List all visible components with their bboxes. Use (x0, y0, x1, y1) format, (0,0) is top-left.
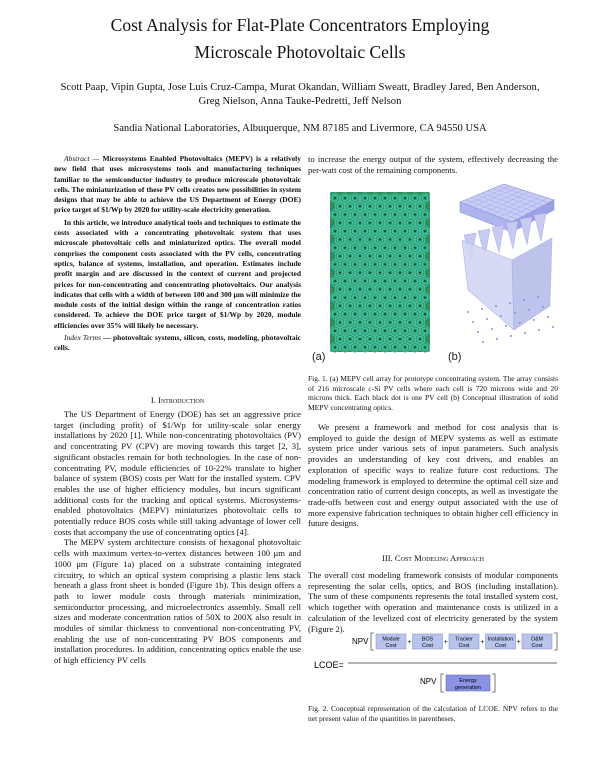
abstract-paragraph-1: Abstract — Microsystems Enabled Photovoltaics (MEPV) is a relatively new field that uses microsystems tools and manufacturing techniques familiar to the semiconductor industry to produce microscale photovoltaic cells. The miniaturization of these PV cells creates new possibilities in system designs that may be able to achieve the US Department of Energy (DOE) price target of $1/Wp by 2020 for utility-scale electricity generation. (54, 154, 301, 215)
pv-cell-dot (344, 197, 346, 199)
pv-cell-dot (369, 338, 371, 340)
pv-cell-dot (339, 239, 341, 241)
plus-sign: + (443, 639, 448, 646)
pv-cell-dot (424, 264, 426, 266)
framework-paragraph-text: We present a framework and method for cost analysis that is employed to guide the design of MEPV systems as well as estimate system price under various sets of input parameters. Such analysis provides an understanding of key cost drivers, and enables an exploration of specific ways to realize future cost reductions. The modeling framework is employed to determine the optimal cell size and concentration ratio of current design concepts, as well as investigate the trade-offs between cost and energy output associated with the use of more expensive fabrication techniques to obtain higher cell efficiency in future designs. (308, 422, 558, 529)
pv-cell-dot (369, 255, 371, 257)
pv-cell-dot (399, 338, 401, 340)
pv-cell-dot (394, 214, 396, 216)
pv-cell-dot (369, 322, 371, 324)
pv-cell-dot (334, 214, 336, 216)
figure-1 (308, 180, 558, 370)
focus-point (552, 326, 554, 328)
energy-label-2: generation (455, 685, 481, 691)
pv-cell-dot (369, 222, 371, 224)
figure-2-caption: Fig. 2. Conceptual representation of the calculation of LCOE. NPV refers to the net present value of the quantities in parentheses. (308, 704, 558, 723)
pv-cell-dot (409, 239, 411, 241)
pv-cell-dot (339, 338, 341, 340)
pv-cell-dot (404, 197, 406, 199)
pv-cell-dot (409, 205, 411, 207)
pv-cell-dot (359, 222, 361, 224)
pv-cell-dot (374, 280, 376, 282)
focus-point (491, 328, 493, 330)
cost-box-label-2: Cost (458, 643, 470, 649)
pv-cell-dot (374, 214, 376, 216)
authors-line-1: Scott Paap, Vipin Gupta, Jose Luis Cruz-Campa, Murat Okandan, William Sweatt, Bradley Jared, Ben Anderson, (60, 82, 540, 93)
pv-cell-dot (359, 338, 361, 340)
pv-cell-dot (409, 272, 411, 274)
pv-cell-dot (379, 222, 381, 224)
figure-1-caption: Fig. 1. (a) MEPV cell array for prototype concentrating system. The array consists of 216 microscale c-Si PV cells where each cell is 720 microns wide and 20 microns thick. Each black dot is one PV cell (b) Conceptual illustration of solid MEPV concentrating optics. (308, 374, 558, 412)
cost-box-label-1: Installation (487, 636, 514, 643)
affiliation: Sandia National Laboratories, Albuquerque, NM 87185 and Livermore, CA 94550 USA (113, 123, 487, 134)
pv-cell-dot (404, 214, 406, 216)
npv-label-top: NPV (352, 637, 369, 646)
lcoe-label: LCOE= (314, 660, 344, 670)
pv-cell-dot (394, 264, 396, 266)
pv-cell-dot (394, 313, 396, 315)
pv-cell-dot (364, 230, 366, 232)
pv-cell-dot (404, 264, 406, 266)
focus-point (486, 318, 488, 320)
pv-cell-dot (344, 247, 346, 249)
pv-cell-dot (389, 222, 391, 224)
pv-cell-dot (334, 297, 336, 299)
pv-cell-dot (384, 230, 386, 232)
pv-cell-dot (399, 222, 401, 224)
figure-1-graphic (308, 180, 558, 370)
figure-1b-label: (b) (448, 351, 462, 363)
pv-cell-dot (424, 197, 426, 199)
cost-box-label-1: BOS (421, 636, 434, 643)
authors-line-2: Greg Nielson, Anna Tauke-Pedretti, Jeff Nelson (198, 96, 402, 107)
lcoe-diagram (308, 630, 558, 698)
focus-point (528, 309, 530, 311)
pv-cell-dot (414, 214, 416, 216)
pv-cell-dot (379, 338, 381, 340)
pv-cell-dot (334, 280, 336, 282)
pv-cell-dot (374, 347, 376, 349)
pv-cell-dot (369, 288, 371, 290)
cost-boxes (376, 634, 552, 649)
pv-cell-dot (404, 347, 406, 349)
pv-cell-dot (349, 222, 351, 224)
pv-cell-dot (334, 313, 336, 315)
pv-cell-dot (339, 288, 341, 290)
pv-cell-dot (414, 297, 416, 299)
plus-sign: + (516, 639, 521, 646)
pv-cell-dot (394, 280, 396, 282)
pv-cell-dot (414, 247, 416, 249)
pv-cell-dot (334, 197, 336, 199)
pv-cell-dot (404, 297, 406, 299)
pv-cell-dot (389, 272, 391, 274)
cost-box-label-2: Cost (531, 643, 543, 649)
pv-cell-dot (354, 330, 356, 332)
plus-sign: + (480, 639, 485, 646)
pv-cell-dot (364, 330, 366, 332)
section-heading-cost-modeling: III. Cost Modeling Approach (382, 553, 484, 563)
focus-point (496, 338, 498, 340)
abstract-paragraph-2: In this article, we introduce analytical tools and techniques to estimate the costs associated with a concentrating photovoltaic system that uses microscale photovoltaic cells and miniaturized optics. The overall model comprises the component costs associated with the PV cells, concentrating optics, balance of systems, installation, and operation. Estimates include profit margin and are discussed in the context of current and projected prices for non-concentrating and concentrating photovoltaics. Our analysis indicates that cells with a width of between 100 and 300 μm will minimize the module costs of the initial design within the range of concentration ratios considered. To achieve the DOE price target of $1/Wp by 2020, module efficiencies over 35% will likely be necessary. (54, 217, 301, 330)
figure-1a-label: (a) (312, 351, 326, 363)
pv-cell-dot (344, 347, 346, 349)
pv-cell-dot (404, 280, 406, 282)
optic-cone (492, 225, 504, 253)
pv-cell-dot (359, 272, 361, 274)
pv-cell-dot (394, 247, 396, 249)
pv-cell-dot (374, 247, 376, 249)
index-terms-label: Index Terms (64, 333, 101, 343)
focus-point (519, 322, 521, 324)
optic-cone (534, 213, 546, 241)
pv-cell-dot (374, 313, 376, 315)
cost-box-label-1: Module (382, 636, 400, 643)
pv-cell-dot (404, 230, 406, 232)
pv-cell-dot (404, 313, 406, 315)
pv-cell-dot (424, 280, 426, 282)
pv-cell-dot (344, 297, 346, 299)
focus-point (505, 325, 507, 327)
pv-cell-dot (409, 322, 411, 324)
introduction-body (54, 409, 301, 666)
pv-cell-dot (354, 230, 356, 232)
pv-cell-dot (364, 264, 366, 266)
pv-cell-dot (364, 297, 366, 299)
pv-cell-dot (404, 330, 406, 332)
framework-paragraph (308, 422, 558, 529)
pv-cell-dot (419, 272, 421, 274)
pv-cell-dot (339, 205, 341, 207)
pv-cell-dot (374, 330, 376, 332)
pv-cell-dot (424, 214, 426, 216)
focus-point (482, 341, 484, 343)
energy-label-1: Energy (459, 678, 477, 684)
pv-cell-dot (419, 239, 421, 241)
pv-cell-dot (409, 288, 411, 290)
pv-cell-dot (379, 239, 381, 241)
pv-cell-dot (419, 288, 421, 290)
pv-cell-dot (374, 297, 376, 299)
pv-cell-dot (384, 330, 386, 332)
pv-cell-dot (344, 313, 346, 315)
focus-point (524, 332, 526, 334)
focus-point (481, 308, 483, 310)
pv-cell-dot (334, 347, 336, 349)
pv-cell-dot (409, 338, 411, 340)
pv-cell-dot (344, 230, 346, 232)
focus-point (523, 299, 525, 301)
pv-cell-dot (394, 347, 396, 349)
pv-cell-dot (419, 322, 421, 324)
focus-point (533, 319, 535, 321)
pv-cell-dot (394, 230, 396, 232)
pv-cell-dot (379, 205, 381, 207)
npv-label-bottom: NPV (420, 677, 437, 686)
pv-cell-dot (339, 272, 341, 274)
pv-cell-dot (369, 272, 371, 274)
pv-cell-dot (414, 197, 416, 199)
pv-cell-dot (349, 305, 351, 307)
index-terms-text: photovoltaic systems, silicon, costs, modeling, photovoltaic cells. (54, 333, 301, 353)
optic-cone (506, 221, 518, 249)
pv-cell-dot (359, 255, 361, 257)
author-list (20, 81, 580, 109)
figure-2 (308, 630, 558, 698)
pv-cell-dot (399, 272, 401, 274)
pv-cell-dot (369, 205, 371, 207)
pv-cell-dot (354, 280, 356, 282)
pv-cell-dot (414, 230, 416, 232)
pv-cell-dot (364, 197, 366, 199)
cost-box-label-1: O&M (530, 636, 544, 643)
pv-cell-dot (379, 305, 381, 307)
pv-cell-dot (394, 297, 396, 299)
pv-cell-dot (389, 205, 391, 207)
pv-cell-dot (399, 305, 401, 307)
focus-point (538, 329, 540, 331)
pv-cell-dot (424, 347, 426, 349)
pv-cell-dot (384, 247, 386, 249)
pv-cell-dot (364, 313, 366, 315)
focus-point (472, 321, 474, 323)
pv-cell-dot (334, 264, 336, 266)
focus-point (537, 296, 539, 298)
pv-cell-dot (359, 305, 361, 307)
pv-cell-dot (409, 255, 411, 257)
pv-cell-dot (384, 347, 386, 349)
abstract-label: Abstract (64, 154, 90, 163)
pv-cell-dot (339, 222, 341, 224)
pv-cell-dot (389, 255, 391, 257)
pv-cell-dot (414, 313, 416, 315)
title-line-2: Microscale Photovoltaic Cells (194, 42, 406, 62)
pv-cell-dot (399, 255, 401, 257)
pv-cell-dot (389, 338, 391, 340)
pv-cell-dot (389, 239, 391, 241)
pv-cell-dot (379, 272, 381, 274)
pv-cell-dot (419, 205, 421, 207)
pv-cell-dot (414, 347, 416, 349)
pv-cell-dot (344, 330, 346, 332)
focus-point (467, 311, 469, 313)
cell-array-image (330, 192, 430, 353)
pv-cell-dot (349, 255, 351, 257)
optics-illustration (460, 184, 554, 343)
paper-title (20, 12, 580, 66)
pv-cell-dot (354, 264, 356, 266)
cost-modeling-paragraph: The overall cost modeling framework consists of modular components representing the solar cells, optics, and BOS (including installation). The sum of these components represents the total installed system cost, which together with operation and maintenance costs is utilized in a calculation of the levelized cost of electricity generated by the system (Figure 2). (308, 570, 558, 634)
pv-cell-dot (424, 313, 426, 315)
pv-cell-dot (399, 322, 401, 324)
pv-cell-dot (384, 280, 386, 282)
pv-cell-dot (349, 239, 351, 241)
pv-cell-dot (379, 288, 381, 290)
title-line-1: Cost Analysis for Flat-Plate Concentrators Employing (110, 15, 490, 35)
intro-paragraph-1: The US Department of Energy (DOE) has set an aggressive price target (including profit) of $1/Wp for utility-scale solar energy installations by 2020 [1]. While non-concentrating photovoltaics (PV) and concentrating PV (CPV) are moving towards this target [2, 3], significant obstacles remain for both technologies. In the case of non-concentrating PV, module efficiencies of 10-22% translate to higher balance of system (BOS) costs per Watt for the installed system. CPV enables the use of higher efficiency modules, but incurs significant additional costs for the tracking and optical systems. Microsystems-enabled photovoltaics (MEPV) miniaturizes photovoltaic cells to potentially reduce BOS costs while still taking advantage of lower cell costs that accompany the use of concentrating optics [4]. (54, 409, 301, 537)
pv-cell-dot (339, 322, 341, 324)
pv-cell-dot (364, 214, 366, 216)
pv-cell-dot (339, 255, 341, 257)
pv-cell-dot (404, 247, 406, 249)
pv-cell-dot (369, 305, 371, 307)
pv-cell-dot (374, 230, 376, 232)
pv-cell-dot (384, 214, 386, 216)
pv-cell-dot (359, 322, 361, 324)
pv-cell-dot (359, 239, 361, 241)
cost-box-label-1: Tracker (455, 636, 473, 643)
pv-cell-dot (384, 313, 386, 315)
pv-cell-dot (424, 247, 426, 249)
pv-cell-dot (364, 280, 366, 282)
optic-cone (520, 217, 532, 245)
focus-point (547, 316, 549, 318)
pv-cell-dot (354, 347, 356, 349)
focus-point (495, 305, 497, 307)
pv-cell-dot (384, 297, 386, 299)
cost-box-label-2: Cost (495, 643, 506, 649)
abstract (54, 154, 301, 356)
pv-cell-dot (364, 347, 366, 349)
pv-cell-dot (419, 338, 421, 340)
pv-cell-dot (354, 214, 356, 216)
pv-cell-dot (344, 280, 346, 282)
pv-cell-dot (384, 197, 386, 199)
pv-cell-dot (399, 239, 401, 241)
focus-point (477, 331, 479, 333)
pv-cell-dot (339, 305, 341, 307)
pv-cell-dot (419, 222, 421, 224)
pv-cell-dot (419, 305, 421, 307)
pv-cell-dot (369, 239, 371, 241)
pv-cell-dot (399, 205, 401, 207)
pv-cell-dot (354, 247, 356, 249)
pv-cell-dot (344, 264, 346, 266)
focus-point (500, 315, 502, 317)
pv-cell-dot (419, 255, 421, 257)
pv-cell-dot (349, 272, 351, 274)
pv-cell-dot (334, 230, 336, 232)
cost-box-label-2: Cost (385, 643, 397, 649)
pv-cell-dot (389, 322, 391, 324)
pv-cell-dot (359, 205, 361, 207)
pv-cell-dot (424, 330, 426, 332)
pv-cell-dot (349, 205, 351, 207)
pv-cell-dot (349, 338, 351, 340)
focus-point (510, 335, 512, 337)
abstract-text-1: Microsystems Enabled Photovoltaics (MEPV) is a relatively new field that uses microsystems tools and manufacturing techniques familiar to the semiconductor industry to produce microscale photovoltaic cells. The miniaturization of these PV cells creates new possibilities in system designs that may be able to achieve the US Department of Energy (DOE) price target of $1/Wp by 2020 for utility-scale electricity generation. (54, 154, 301, 215)
pv-cell-dot (349, 322, 351, 324)
pv-cell-dot (409, 222, 411, 224)
pv-cell-dot (359, 288, 361, 290)
pv-cell-dot (389, 305, 391, 307)
pv-cell-dot (414, 280, 416, 282)
pv-cell-dot (399, 288, 401, 290)
pv-cell-dot (354, 313, 356, 315)
pv-cell-dot (354, 197, 356, 199)
pv-cell-dot (424, 297, 426, 299)
pv-cell-dot (374, 264, 376, 266)
pv-cell-dot (379, 255, 381, 257)
pv-cell-dot (414, 330, 416, 332)
pv-cell-dot (409, 305, 411, 307)
pv-cell-dot (334, 330, 336, 332)
pv-cell-dot (354, 297, 356, 299)
pv-cell-dot (414, 264, 416, 266)
right-column-continuation: to increase the energy output of the system, effectively decreasing the per-watt cost of the remaining components. (308, 154, 558, 175)
pv-cell-dot (344, 214, 346, 216)
focus-point (509, 302, 511, 304)
index-terms: Index Terms — photovoltaic systems, silicon, costs, modeling, photovoltaic cells. (54, 333, 301, 353)
focus-point (542, 306, 544, 308)
pv-cell-dot (394, 197, 396, 199)
pv-cell-dot (424, 230, 426, 232)
plus-sign: + (407, 639, 412, 646)
intro-paragraph-2: The MEPV system architecture consists of hexagonal photovoltaic cells with maximum vertex-to-vertex distances between 100 μm and 1000 μm (Figure 1a) placed on a substrate containing integrated circuitry, to which an optical system comprising a plastic lens stack beneath a glass front sheet is bonded (Figure 1b). This design offers a path to lower module costs through materials minimization, semiconductor processing, and microelectronics assembly. Small cell sizes and moderate concentration ratios of 50X to 200X also result in modules of similar thickness to conventional non-concentrating PV, enabling the use of non-concentrating PV BOS components and installation procedures. In addition, concentrating optics enable the use of high efficiency PV cells (54, 537, 301, 666)
pv-cell-dot (374, 197, 376, 199)
pv-cell-dot (349, 288, 351, 290)
cost-box-label-2: Cost (422, 643, 433, 649)
pv-cell-dot (394, 330, 396, 332)
section-heading-introduction: I. Introduction (150, 395, 205, 405)
pv-cell-dot (379, 322, 381, 324)
pv-cell-dot (364, 247, 366, 249)
pv-cell-dot (389, 288, 391, 290)
focus-point (514, 312, 516, 314)
pv-cell-dot (334, 247, 336, 249)
pv-cell-dot (384, 264, 386, 266)
